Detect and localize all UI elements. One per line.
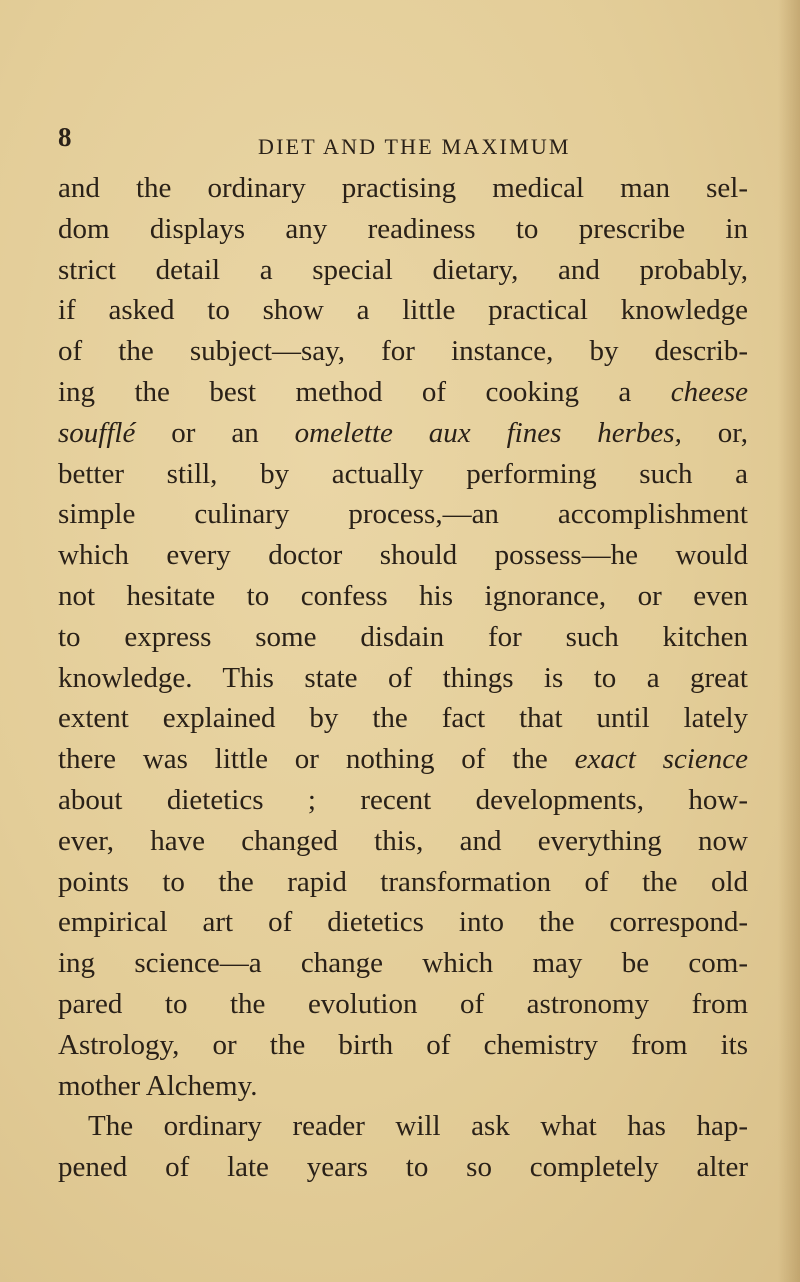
text-line: extent explained by the fact that until lately (58, 702, 748, 735)
text-line: simple culinary process,—an accomplishment (58, 498, 748, 531)
text-line: ing the best method of cooking a cheese (58, 375, 748, 408)
running-title: DIET AND THE MAXIMUM (258, 134, 571, 159)
running-head (58, 122, 698, 162)
text-line: ever, have changed this, and everything now (58, 824, 748, 857)
text-line: knowledge. This state of things is to a great (58, 661, 748, 694)
italic-text: omelette aux fines herbes, (294, 416, 682, 449)
text-line: and the ordinary practising medical man sel- (58, 172, 748, 204)
text-line: strict detail a special dietary, and probably, (58, 253, 748, 286)
text-line: there was little or nothing of the exact science (58, 743, 748, 776)
text-line: soufflé or an omelette aux fines herbes, or, (58, 416, 749, 449)
text-line: mother Alchemy. (58, 1069, 258, 1102)
text-line: dom displays any readiness to prescribe in (58, 212, 748, 245)
text-line: about dietetics ; recent developments, how- (58, 783, 748, 816)
italic-text: exact science (574, 743, 748, 776)
text-line: pared to the evolution of astronomy from (58, 987, 748, 1020)
italic-text: cheese (670, 375, 748, 408)
text-line: if asked to show a little practical knowledge (58, 294, 748, 327)
text-line: of the subject—say, for instance, by describ- (58, 335, 748, 368)
text-line: not hesitate to confess his ignorance, or even (58, 579, 748, 612)
text-line: better still, by actually performing such a (58, 457, 748, 490)
text-line: pened of late years to so completely alter (58, 1151, 748, 1184)
text-line: Astrology, or the birth of chemistry from its (58, 1028, 748, 1061)
text-line: empirical art of dietetics into the correspond- (58, 906, 748, 939)
text-line: to express some disdain for such kitchen (58, 620, 748, 653)
body-text (58, 168, 748, 1188)
page-number: 8 (58, 122, 72, 152)
text-line: The ordinary reader will ask what has hap- (88, 1110, 748, 1143)
italic-text: soufflé (58, 416, 136, 449)
page-edge-shadow (778, 0, 800, 1282)
text-line: which every doctor should possess—he would (58, 539, 748, 572)
text-line: points to the rapid transformation of the old (58, 865, 748, 898)
text-line: ing science—a change which may be com- (58, 947, 748, 980)
